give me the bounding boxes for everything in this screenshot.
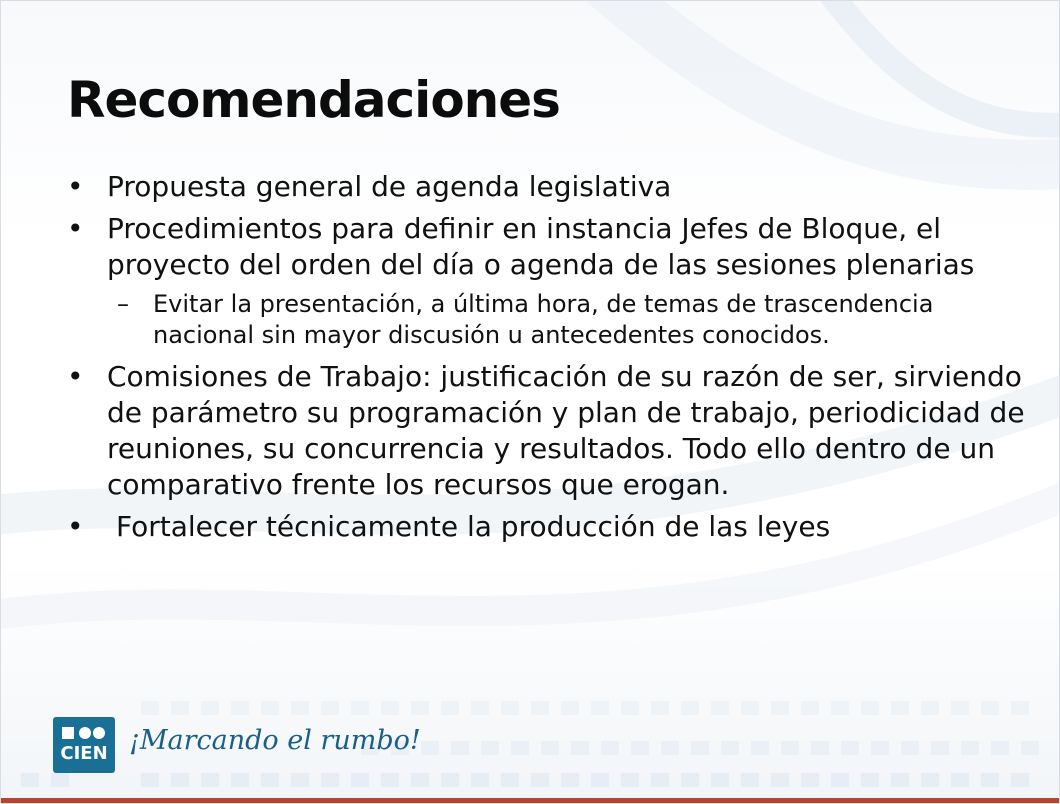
logo-text: CIEN	[60, 743, 108, 764]
bottom-accent-line	[1, 798, 1060, 804]
bullet-marker: •	[67, 170, 84, 203]
bullet-marker: •	[67, 360, 84, 393]
sub-bullet-marker: –	[117, 290, 129, 318]
bullet-text: Comisiones de Trabajo: justificación de su razón de ser, sirviendo de parámetro su programación y plan de trabajo, periodicidad de reuniones, su concurrencia y resultados. Todo ello dentro de un comparativo frente los recursos que erogan.	[107, 360, 1025, 501]
bullet-list	[67, 169, 1027, 551]
bullet-item	[67, 169, 1027, 205]
sub-bullet-text: Evitar la presentación, a última hora, de temas de trascendencia nacional sin mayor discusión u antecedentes conocidos.	[153, 290, 934, 349]
bullet-marker: •	[67, 510, 84, 543]
bullet-item	[67, 359, 1027, 503]
bullet-text: Propuesta general de agenda legislativa	[107, 170, 672, 203]
slide-title: Recomendaciones	[67, 71, 560, 129]
sub-bullet-item	[67, 289, 1027, 351]
cien-logo	[53, 717, 115, 773]
bullet-item	[67, 211, 1027, 283]
logo-dots-icon	[61, 725, 107, 741]
bullet-marker: •	[67, 212, 84, 245]
bullet-text: Procedimientos para definir en instancia Jefes de Bloque, el proyecto del orden del día o agenda de las sesiones plenarias	[107, 212, 975, 281]
slogan: ¡Marcando el rumbo!	[129, 725, 421, 756]
bullet-text: Fortalecer técnicamente la producción de las leyes	[116, 510, 831, 543]
bullet-item	[67, 509, 1027, 545]
